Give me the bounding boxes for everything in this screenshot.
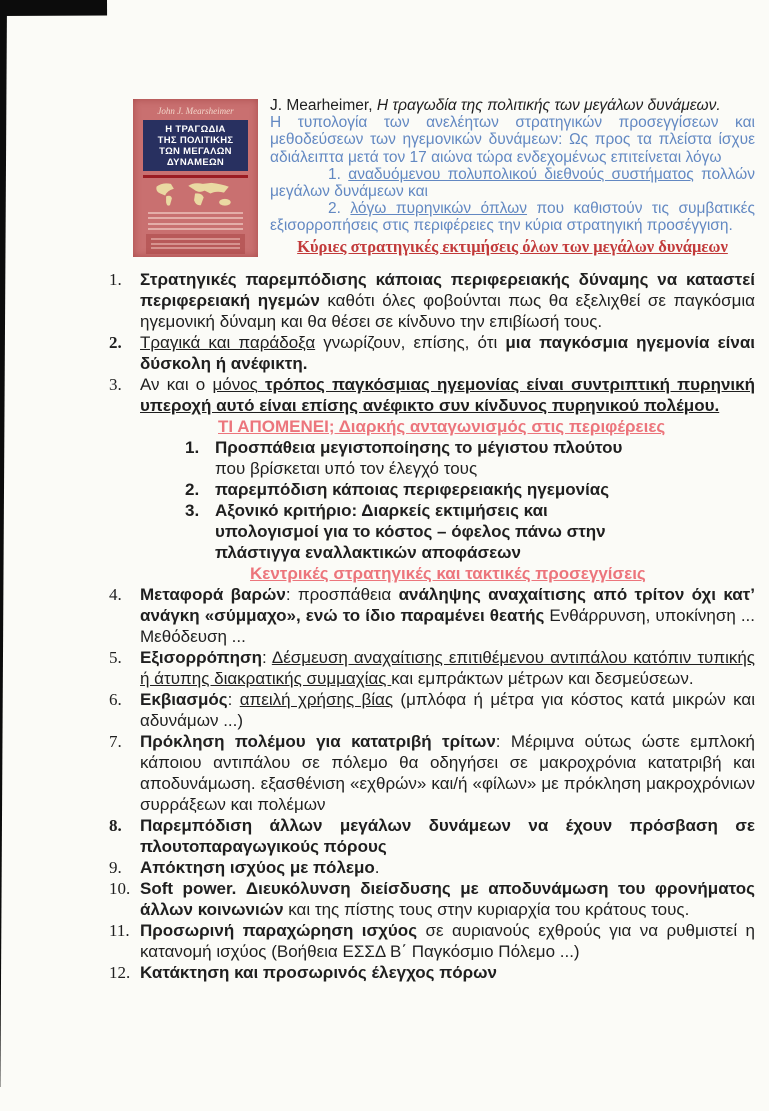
intro-point-underlined: αναδυόμενου πολυπολικού διεθνούς συστήματος — [348, 165, 694, 183]
text-segment: Παρεμπόδιση άλλων μεγάλων δυνάμεων να έχουν πρόσβαση σε πλουτοπαραγωγικούς πόρους — [140, 816, 755, 856]
list-item — [105, 857, 755, 878]
text-segment: : Μέριμνα ούτως ώστε εμπλοκή κάποιου αντιπάλου σε πόλεμο θα οδηγήσει σε μακροχρόνια κατατριβή και αποδυνάμωση. εξασθένιση «εχθρών» και/ή «φίλων» με πρόκληση μακροχρόνιων συρράξεων και πολέμων — [140, 732, 755, 814]
intro-point-number: 2. — [328, 200, 351, 218]
text-segment: . — [374, 858, 380, 877]
text-segment: και της πίστης τους στην κυριαρχία του κράτους τους. — [283, 900, 690, 919]
item-text — [215, 437, 653, 479]
text-segment: Στρατηγικές παρεμπόδισης κάποιας περιφερειακής δύναμης να καταστεί περιφερειακή ηγεμών — [140, 270, 755, 310]
list-item — [105, 689, 755, 731]
text-segment: Προσωρινή παραχώρηση ισχύος — [140, 921, 418, 940]
scan-artifact-left-strip — [0, 0, 7, 1087]
text-segment: καθότι όλες φοβούνται πως θα εξελιχθεί σε παγκόσμια ηγεμονική δύναμη και θα θέσει σε κίνδυνο την επιβίωσή τους. — [140, 291, 755, 331]
text-segment: Κατάκτηση και προσωρινός έλεγχος πόρων — [140, 963, 497, 982]
text-segment: σε αυριανούς εχθρούς για να ρυθμιστεί η κατανομή ισχύος (Βοήθεια ΕΣΣΔ Β΄ Παγκόσμιο Πόλεμο ...) — [140, 921, 755, 961]
text-segment: που βρίσκεται υπό τον έλεγχό τους — [215, 459, 478, 478]
text-segment: Ενθάρρυνση, υποκίνηση ... Μεθόδευση ... — [140, 606, 755, 646]
book-reference-author: J. Mearheimer, — [270, 97, 377, 114]
item-number: 3. — [185, 501, 200, 520]
item-number: 7. — [109, 732, 122, 751]
item-number: 4. — [109, 585, 122, 604]
sub-list-item — [185, 500, 755, 563]
item-text — [140, 374, 755, 416]
text-segment: μια παγκόσμια ηγεμονία είναι δύσκολη ή ανέφικτη. — [140, 333, 756, 373]
book-cover-title-line: ΤΩΝ ΜΕΓΑΛΩΝ — [159, 146, 232, 157]
text-segment: ανάληψης αναχαίτισης από τρίτον όχι κατ’ ανάγκη «σύμμαχο», ενώ το ίδιο παραμένει θεατής — [140, 585, 755, 625]
intro-point-rest: που καθιστούν τις συμβατικές εξισορροπήσεις στις περιφέρειες την κύρια στρατηγική προσέγγιση. — [270, 200, 755, 235]
sub-list-item — [185, 437, 755, 479]
text-segment: : προσπάθεια — [285, 585, 399, 604]
item-text — [140, 689, 755, 731]
book-cover-rule — [143, 175, 248, 178]
text-segment: τρόπος παγκόσμιας ηγεμονίας είναι συντριπτική πυρηνική υπεροχή αυτό είναι επίσης ανέφικτο συν κίνδυνος πυρηνικού πολέμου. — [140, 375, 755, 415]
text-segment: Soft power. Διευκόλυνση διείσδυσης με αποδυνάμωση του φρονήματος άλλων κοινωνιών — [140, 879, 755, 919]
main-section-heading: Κύριες στρατηγικές εκτιμήσεις όλων των μεγάλων δυνάμεων — [297, 236, 728, 256]
list-item — [105, 332, 755, 374]
book-cover-author: John J. Mearsheimer — [157, 106, 234, 116]
list-item — [105, 584, 755, 647]
book-cover-title — [143, 120, 248, 171]
item-number: 1. — [185, 438, 200, 457]
text-segment: Προσπάθεια μεγιστοποίησης το μέγιστου πλούτου — [215, 438, 623, 457]
text-segment: Δέσμευση αναχαίτισης επιτιθέμενου αντιπάλου κατόπιν τυπικής ή άτυπης διακρατικής συμμαχίας — [140, 648, 755, 688]
item-text — [140, 878, 755, 920]
intro-paragraph: Η τυπολογία των ανελέητων στρατηγικών προσεγγίσεων και μεθοδεύσεων των ηγεμονικών δυνάμεων: Ως προς τα πλείστα ίσχυε αδιάλειπτα μετά τον 17 αιώνα τώρα ενδεχομένως επιτείνεται λόγω — [270, 114, 755, 166]
text-segment: μόνος — [212, 375, 258, 394]
sub-list-item — [185, 479, 755, 500]
item-number: 2. — [109, 333, 122, 352]
item-text — [140, 269, 755, 332]
item-number: 1. — [109, 270, 122, 289]
text-segment: : — [227, 690, 240, 709]
text-segment: γνωρίζουν, επίσης, ότι — [315, 333, 506, 352]
main-list — [105, 261, 755, 983]
intro-point-underlined: λόγω πυρηνικών όπλων — [350, 200, 528, 218]
intro-point-rest: πολλών μεγάλων δυνάμεων και — [270, 165, 756, 201]
text-segment: παρεμπόδιση κάποιας περιφερειακής ηγεμονίας — [215, 480, 610, 499]
item-text — [140, 920, 755, 962]
scan-artifact-top-bar — [0, 0, 107, 16]
document-content — [105, 97, 755, 983]
item-number: 10. — [109, 879, 131, 898]
text-segment: Τραγικά και παράδοξα — [140, 333, 316, 352]
text-segment: και εμπράκτων μέτρων και δεσμεύσεων. — [391, 669, 694, 688]
book-cover-title-line: ΔΥΝΑΜΕΩΝ — [166, 157, 225, 168]
list-item — [105, 374, 755, 416]
text-segment: (μπλόφα ή μέτρα για κόστος κατά μικρών και αδυνάμων ...) — [140, 690, 756, 730]
item-text — [215, 500, 653, 563]
item-number: 5. — [109, 648, 122, 667]
item-text — [140, 584, 755, 647]
text-segment: Εξισορρόπηση — [140, 648, 263, 667]
text-segment: Αν και ο — [140, 375, 213, 394]
item-number: 8. — [109, 816, 122, 835]
section-heading: Κεντρικές στρατηγικές και τακτικές προσεγγίσεις — [250, 564, 646, 583]
list-item — [105, 269, 755, 332]
list-item — [105, 920, 755, 962]
world-map-icon — [152, 181, 240, 208]
list-item — [105, 815, 755, 857]
list-item — [105, 647, 755, 689]
item-number: 9. — [109, 858, 122, 877]
item-text — [140, 731, 755, 815]
item-number: 11. — [109, 921, 130, 940]
text-segment: Απόκτηση ισχύος με πόλεμο — [140, 858, 375, 877]
item-text — [140, 815, 755, 857]
book-reference-title: Η τραγωδία της πολιτικής των μεγάλων δυνάμεων. — [376, 97, 721, 114]
book-cover-title-line: ΤΗΣ ΠΟΛΙΤΙΚΗΣ — [157, 135, 234, 146]
list-item — [105, 878, 755, 920]
text-segment: Αξονικό κριτήριο: Διαρκείς εκτιμήσεις και υπολογισμοί για το κόστος – όφελος πάνω στην πλάστιγγα εναλλακτικών αποφάσεων — [215, 501, 606, 562]
book-cover-text-panel — [146, 234, 245, 254]
item-text — [140, 332, 755, 374]
section-heading: ΤΙ ΑΠΟΜΕΝΕΙ; Διαρκής ανταγωνισμός στις περιφέρειες — [218, 417, 666, 436]
text-segment: Μεταφορά βαρών — [140, 585, 286, 604]
list-item — [105, 731, 755, 815]
item-number: 6. — [109, 690, 122, 709]
item-number: 3. — [109, 375, 122, 394]
item-text — [215, 479, 609, 500]
text-segment: Πρόκληση πολέμου για κατατριβή τρίτων — [140, 732, 496, 751]
book-cover-blurb-lines — [141, 212, 250, 231]
list-item — [105, 962, 755, 983]
header-block — [105, 97, 755, 256]
item-text — [140, 857, 755, 878]
item-text — [140, 962, 755, 983]
item-number: 2. — [185, 480, 200, 499]
item-number: 12. — [109, 963, 131, 982]
text-segment: Εκβιασμός — [140, 690, 228, 709]
book-cover-title-line: Η ΤΡΑΓΩΔΙΑ — [165, 124, 226, 135]
text-segment: απειλή χρήσης βίας — [239, 690, 394, 709]
item-text — [140, 647, 755, 689]
text-segment: : — [262, 648, 272, 667]
book-cover — [133, 99, 258, 257]
intro-point-number: 1. — [328, 165, 349, 183]
